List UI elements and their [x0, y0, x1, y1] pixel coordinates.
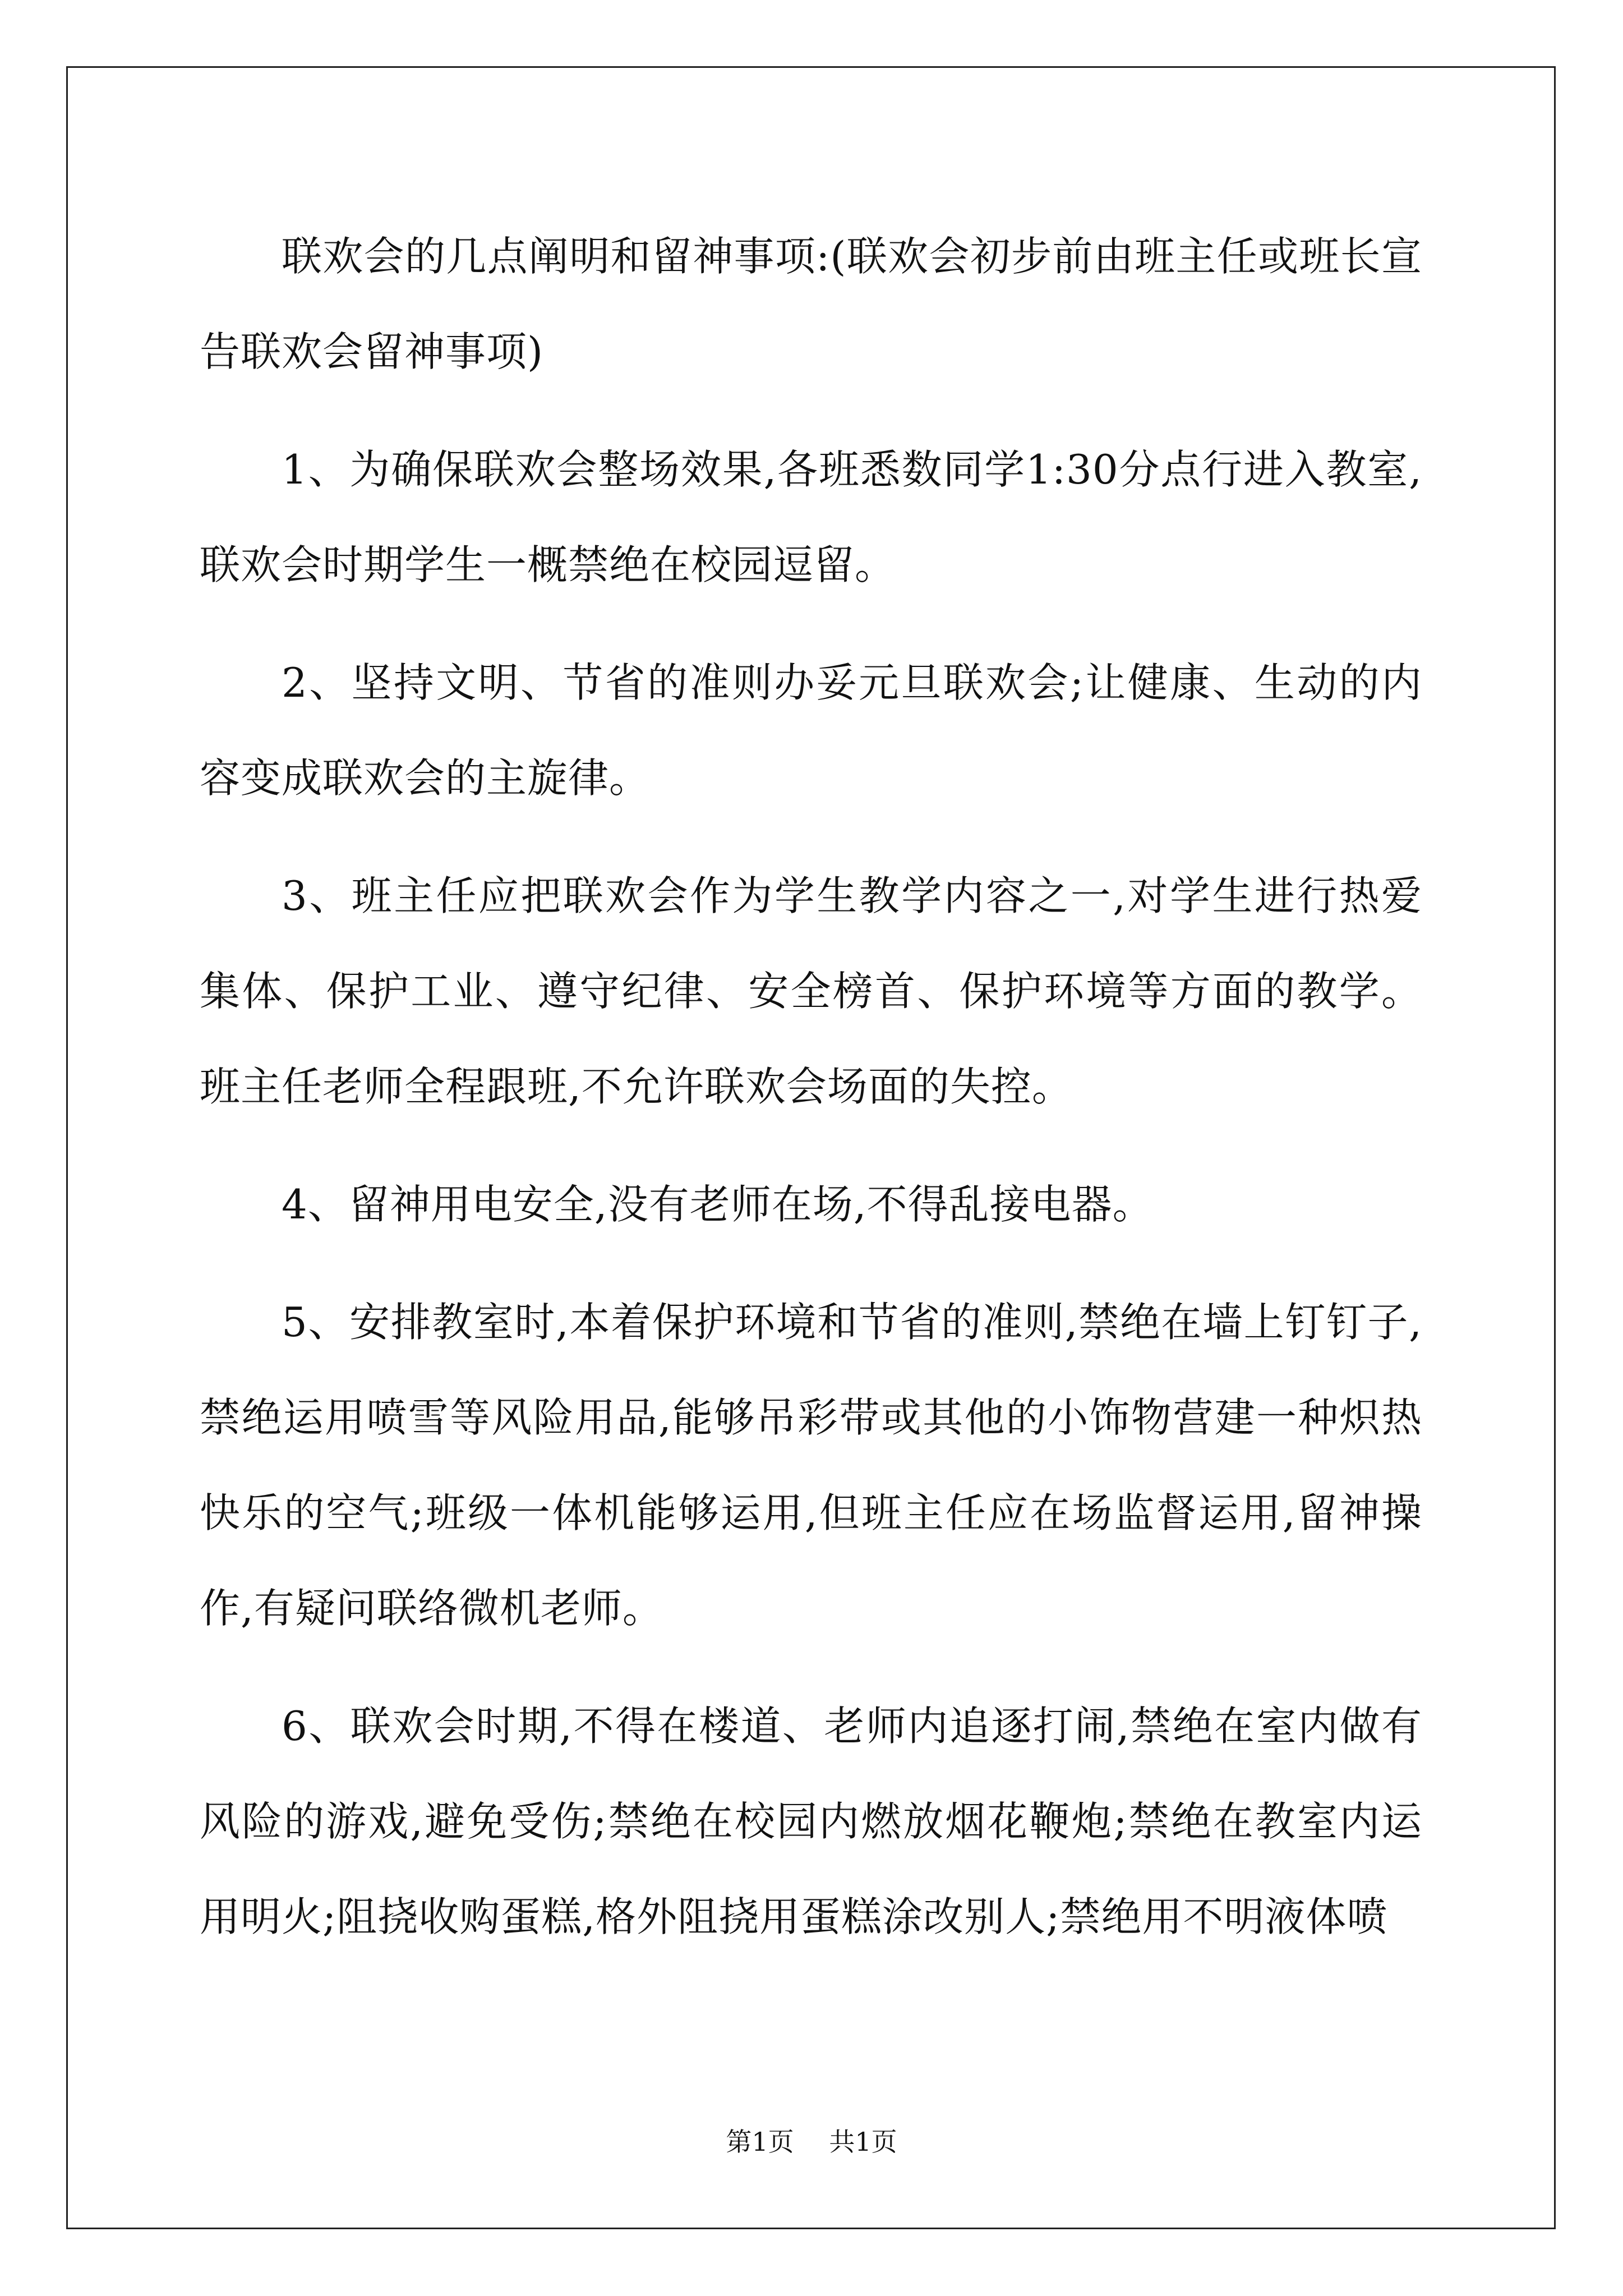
paragraph-item-6: 6、联欢会时期,不得在楼道、老师内追逐打闹,禁绝在室内做有风险的游戏,避免受伤;禁绝在校园内燃放烟花鞭炮;禁绝在教室内运用明火;阻挠收购蛋糕,格外阻挠用蛋糕涂改别人;禁绝用不明液体喷	[200, 1703, 1422, 1940]
paragraph-item-3: 3、班主任应把联欢会作为学生教学内容之一,对学生进行热爱集体、保护工业、遵守纪律、安全榜首、保护环境等方面的教学。班主任老师全程跟班,不允许联欢会场面的失控。	[200, 872, 1422, 1110]
page-number-total: 共1页	[829, 2127, 897, 2157]
paragraph-item-2: 2、坚持文明、节省的准则办妥元旦联欢会;让健康、生动的内容变成联欢会的主旋律。	[200, 659, 1422, 802]
page-footer	[0, 2125, 1623, 2159]
paragraph-item-4: 4、留神用电安全,没有老师在场,不得乱接电器。	[282, 1181, 1154, 1228]
paragraph-item-5: 5、安排教室时,本着保护环境和节省的准则,禁绝在墙上钉钉子,禁绝运用喷雪等风险用品,能够吊彩带或其他的小饰物营建一种炽热快乐的空气;班级一体机能够运用,但班主任应在场监督运用,留神操作,有疑问联络微机老师。	[200, 1299, 1422, 1632]
paragraph-notice-intro: 联欢会的几点阐明和留神事项:(联欢会初步前由班主任或班长宣告联欢会留神事项)	[200, 233, 1422, 375]
page-number-current: 第1页	[726, 2127, 794, 2157]
document-body	[200, 209, 1422, 1987]
paragraph-item-1: 1、为确保联欢会整场效果,各班悉数同学1:30分点行进入教室,联欢会时期学生一概禁绝在校园逗留。	[200, 446, 1422, 588]
